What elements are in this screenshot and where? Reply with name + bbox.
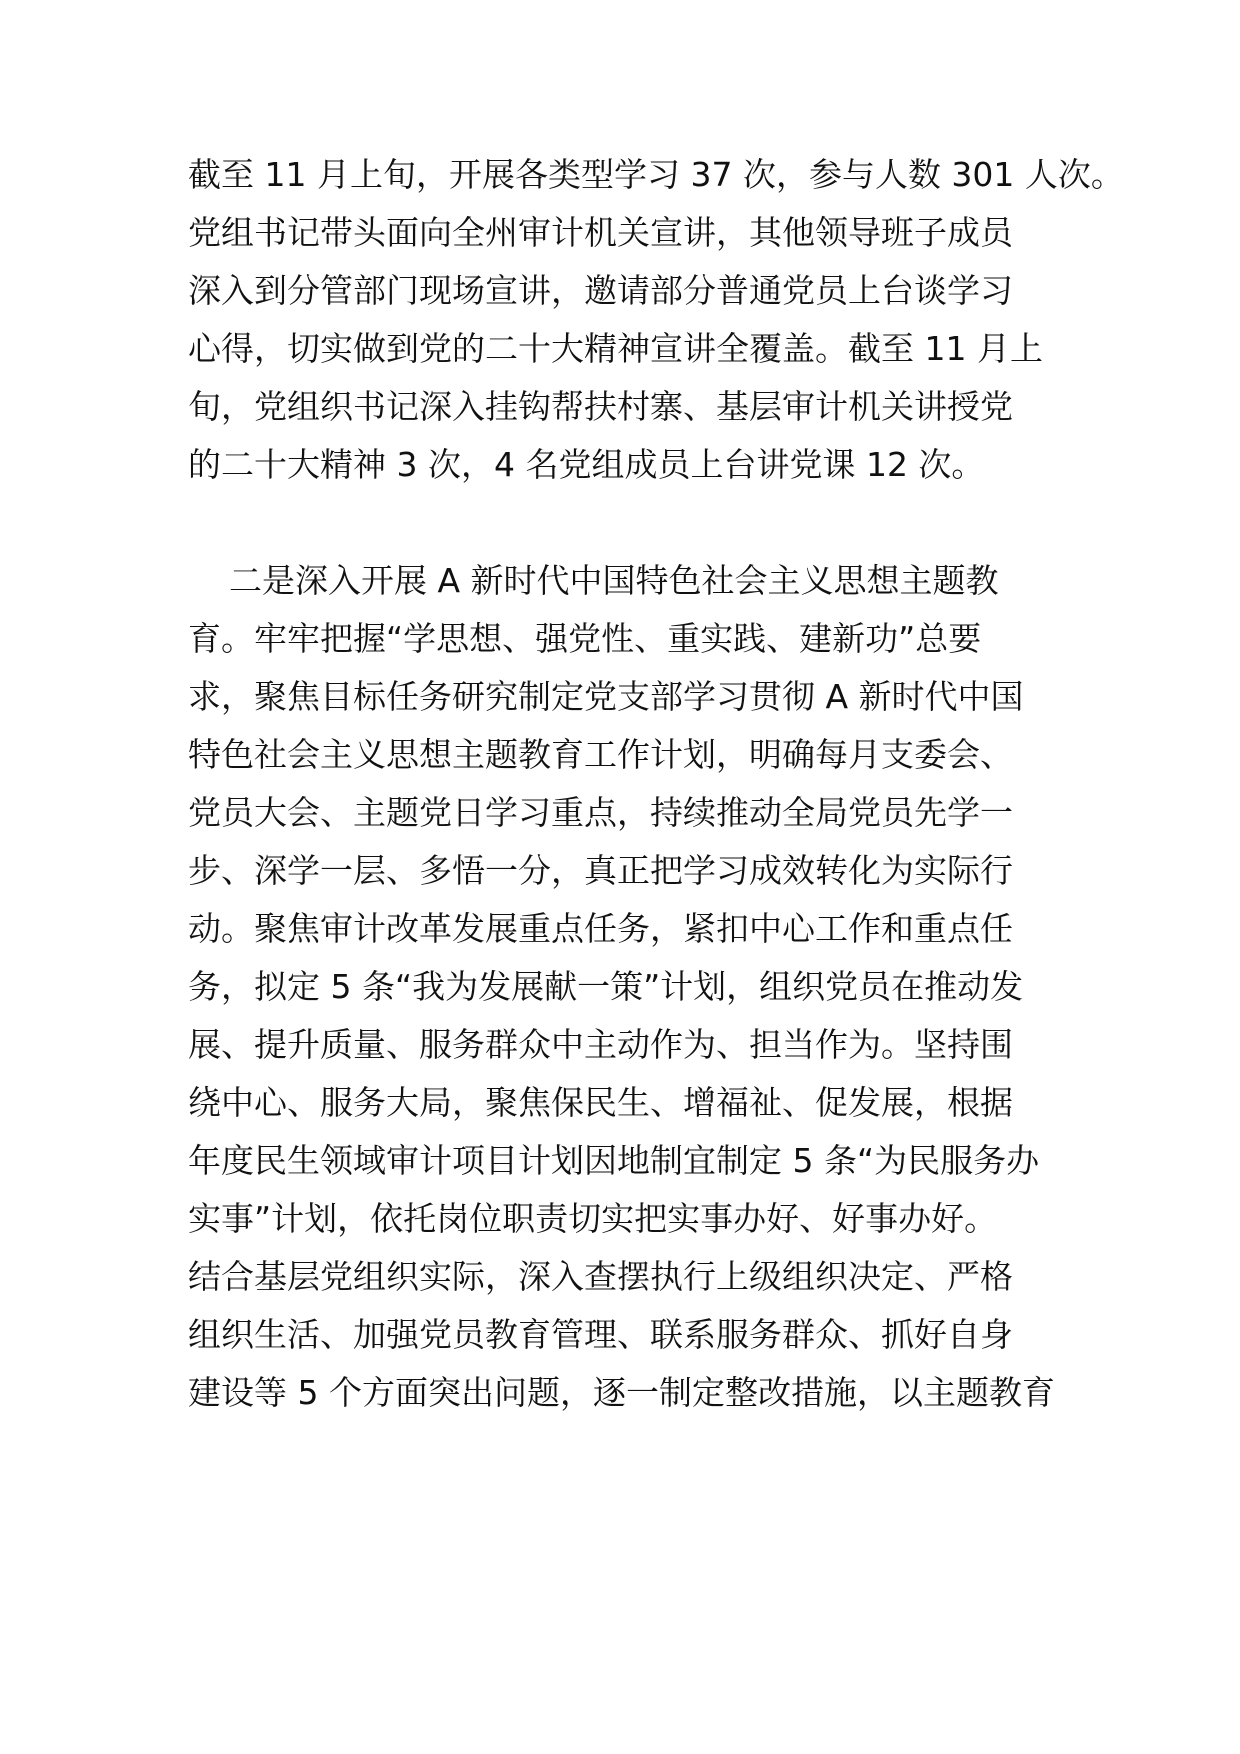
paragraph-2-line: 二是深入开展 A 新时代中国特色社会主义思想主题教 [229,561,999,600]
paragraph-1-line: 的二十大精神 3 次，4 名党组成员上台讲党课 12 次。 [188,445,985,484]
paragraph-2-line: 结合基层党组织实际，深入查摆执行上级组织决定、严格 [188,1257,1013,1296]
paragraph-2-line: 绕中心、服务大局，聚焦保民生、增福祉、促发展，根据 [188,1083,1013,1122]
paragraph-2-line: 展、提升质量、服务群众中主动作为、担当作为。坚持围 [188,1025,1013,1064]
paragraph-2-line: 建设等 5 个方面突出问题，逐一制定整改措施，以主题教育 [188,1373,1055,1412]
paragraph-1-line: 旬，党组织书记深入挂钩帮扶村寨、基层审计机关讲授党 [188,387,1013,426]
paragraph-1-line: 心得，切实做到党的二十大精神宣讲全覆盖。截至 11 月上 [188,329,1043,368]
paragraph-1-line: 党组书记带头面向全州审计机关宣讲，其他领导班子成员 [188,213,1013,252]
paragraph-2-line: 年度民生领域审计项目计划因地制宜制定 5 条“为民服务办 [188,1141,1040,1180]
paragraph-2-line: 特色社会主义思想主题教育工作计划，明确每月支委会、 [188,735,1013,774]
paragraph-2-line: 动。聚焦审计改革发展重点任务，紧扣中心工作和重点任 [188,909,1013,948]
paragraph-2-line: 实事”计划，依托岗位职责切实把实事办好、好事办好。 [188,1199,998,1238]
paragraph-2-line: 步、深学一层、多悟一分，真正把学习成效转化为实际行 [188,851,1013,890]
paragraph-2-line: 务，拟定 5 条“我为发展献一策”计划，组织党员在推动发 [188,967,1024,1006]
paragraph-2-line: 组织生活、加强党员教育管理、联系服务群众、抓好自身 [188,1315,1013,1354]
paragraph-2-line: 党员大会、主题党日学习重点，持续推动全局党员先学一 [188,793,1013,832]
paragraph-1-line: 截至 11 月上旬，开展各类型学习 37 次，参与人数 301 人次。 [188,155,1124,194]
paragraph-2-line: 求，聚焦目标任务研究制定党支部学习贯彻 A 新时代中国 [188,677,1024,716]
paragraph-2-line: 育。牢牢把握“学思想、强党性、重实践、建新功”总要 [188,619,982,658]
paragraph-1-line: 深入到分管部门现场宣讲，邀请部分普通党员上台谈学习 [188,271,1013,310]
